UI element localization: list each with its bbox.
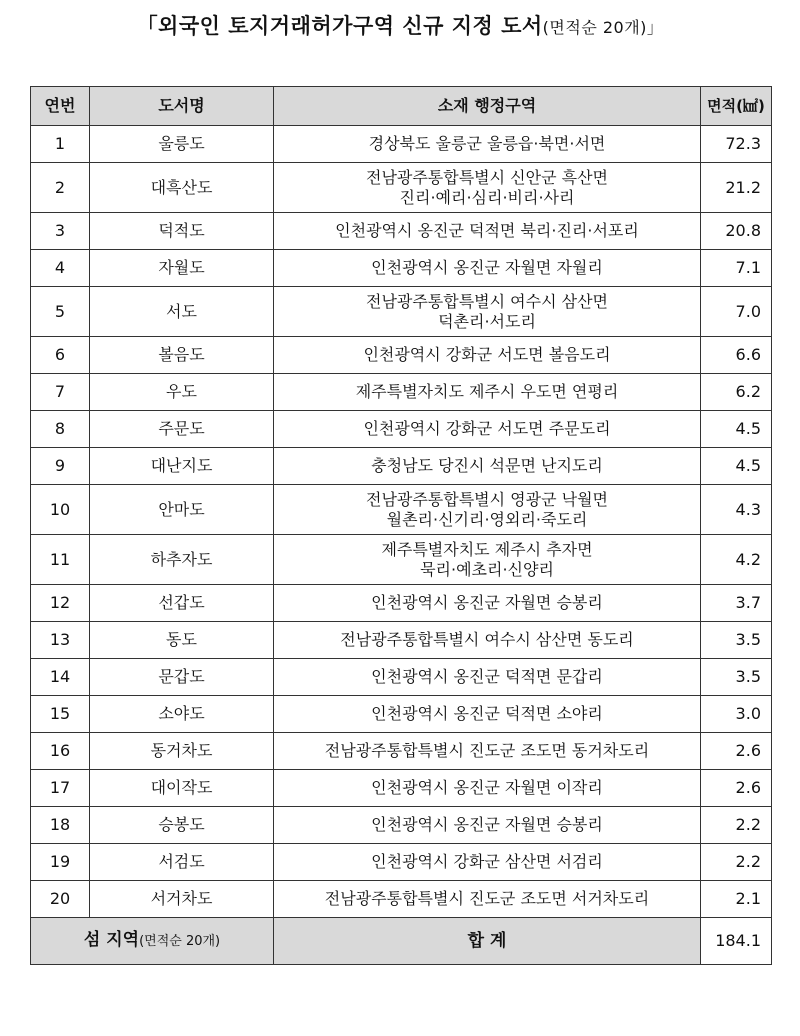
row-area: 4.3 xyxy=(701,485,772,535)
footer-row xyxy=(31,918,772,965)
row-location xyxy=(274,250,701,287)
location-line-1: 전남광주통합특별시 여수시 삼산면 xyxy=(365,291,608,311)
row-location xyxy=(274,807,701,844)
row-no: 4 xyxy=(31,250,90,287)
table-row xyxy=(31,844,772,881)
row-no: 16 xyxy=(31,733,90,770)
row-island-name: 서거차도 xyxy=(90,881,274,918)
row-location xyxy=(274,881,701,918)
footer-total-label: 합 계 xyxy=(274,918,701,965)
row-location xyxy=(274,287,701,337)
table-row xyxy=(31,448,772,485)
row-area: 3.0 xyxy=(701,696,772,733)
row-island-name: 하추자도 xyxy=(90,535,274,585)
row-location xyxy=(274,163,701,213)
row-area: 2.2 xyxy=(701,844,772,881)
row-no: 8 xyxy=(31,411,90,448)
row-no: 19 xyxy=(31,844,90,881)
location-line-1: 인천광역시 옹진군 자월면 이작리 xyxy=(371,778,603,797)
location-line-2: 덕촌리·서도리 xyxy=(438,311,536,331)
location-line-1: 전남광주통합특별시 진도군 조도면 동거차도리 xyxy=(324,741,650,760)
location-line-1: 제주특별자치도 제주시 추자면 xyxy=(381,539,593,559)
location-line-1: 제주특별자치도 제주시 우도면 연평리 xyxy=(355,382,619,401)
row-area: 6.2 xyxy=(701,374,772,411)
island-table xyxy=(30,86,772,965)
row-location xyxy=(274,696,701,733)
row-area: 7.0 xyxy=(701,287,772,337)
location-line-1: 전남광주통합특별시 영광군 낙월면 xyxy=(365,489,608,509)
row-location xyxy=(274,585,701,622)
location-line-1: 인천광역시 강화군 서도면 주문도리 xyxy=(363,419,611,438)
row-location xyxy=(274,485,701,535)
row-no: 6 xyxy=(31,337,90,374)
row-no: 11 xyxy=(31,535,90,585)
row-location xyxy=(274,374,701,411)
location-line-1: 전남광주통합특별시 여수시 삼산면 동도리 xyxy=(340,630,634,649)
row-island-name: 주문도 xyxy=(90,411,274,448)
table-row xyxy=(31,287,772,337)
row-island-name: 볼음도 xyxy=(90,337,274,374)
location-line-1: 전남광주통합특별시 신안군 흑산면 xyxy=(365,167,608,187)
footer-label-main: 섬 지역 xyxy=(83,930,140,950)
row-no: 9 xyxy=(31,448,90,485)
table-row xyxy=(31,733,772,770)
table-row xyxy=(31,411,772,448)
row-area: 21.2 xyxy=(701,163,772,213)
table-row xyxy=(31,126,772,163)
title-main: 「외국인 토지거래허가구역 신규 지정 도서 xyxy=(136,14,543,38)
row-no: 10 xyxy=(31,485,90,535)
table-row xyxy=(31,374,772,411)
row-no: 13 xyxy=(31,622,90,659)
row-location xyxy=(274,844,701,881)
header-location: 소재 행정구역 xyxy=(274,87,701,126)
footer-label-sub: (면적순 20개) xyxy=(139,934,221,949)
row-location xyxy=(274,535,701,585)
footer-total-value: 184.1 xyxy=(701,918,772,965)
row-area: 3.5 xyxy=(701,659,772,696)
row-area: 72.3 xyxy=(701,126,772,163)
location-line-1: 경상북도 울릉군 울릉읍·북면·서면 xyxy=(368,134,606,153)
row-location xyxy=(274,733,701,770)
row-island-name: 문갑도 xyxy=(90,659,274,696)
row-island-name: 대흑산도 xyxy=(90,163,274,213)
row-no: 1 xyxy=(31,126,90,163)
location-line-1: 인천광역시 옹진군 덕적면 문갑리 xyxy=(371,667,603,686)
row-area: 3.7 xyxy=(701,585,772,622)
document-title xyxy=(0,10,800,40)
row-island-name: 승봉도 xyxy=(90,807,274,844)
location-line-1: 인천광역시 옹진군 자월면 승봉리 xyxy=(371,593,603,612)
row-area: 6.6 xyxy=(701,337,772,374)
row-island-name: 서도 xyxy=(90,287,274,337)
row-island-name: 안마도 xyxy=(90,485,274,535)
row-location xyxy=(274,411,701,448)
row-island-name: 서검도 xyxy=(90,844,274,881)
row-area: 3.5 xyxy=(701,622,772,659)
row-no: 7 xyxy=(31,374,90,411)
location-line-1: 인천광역시 옹진군 자월면 승봉리 xyxy=(371,815,603,834)
location-line-1: 전남광주통합특별시 진도군 조도면 서거차도리 xyxy=(324,889,650,908)
table-row xyxy=(31,622,772,659)
table-row xyxy=(31,485,772,535)
row-no: 12 xyxy=(31,585,90,622)
row-island-name: 자월도 xyxy=(90,250,274,287)
location-line-2: 묵리·예초리·신양리 xyxy=(420,559,554,579)
row-island-name: 동도 xyxy=(90,622,274,659)
row-no: 17 xyxy=(31,770,90,807)
row-location xyxy=(274,622,701,659)
row-no: 14 xyxy=(31,659,90,696)
row-no: 3 xyxy=(31,213,90,250)
footer-label xyxy=(31,918,274,965)
row-island-name: 대이작도 xyxy=(90,770,274,807)
location-line-2: 월촌리·신기리·영외리·죽도리 xyxy=(386,509,588,529)
table-row xyxy=(31,250,772,287)
row-island-name: 선갑도 xyxy=(90,585,274,622)
table-row xyxy=(31,807,772,844)
table-row xyxy=(31,770,772,807)
title-sub: (면적순 20개)」 xyxy=(542,18,664,37)
location-line-2: 진리·예리·심리·비리·사리 xyxy=(399,187,575,207)
row-area: 2.6 xyxy=(701,733,772,770)
table-row xyxy=(31,881,772,918)
row-location xyxy=(274,770,701,807)
row-area: 2.2 xyxy=(701,807,772,844)
row-no: 2 xyxy=(31,163,90,213)
row-location xyxy=(274,659,701,696)
row-no: 15 xyxy=(31,696,90,733)
location-line-1: 인천광역시 강화군 서도면 볼음도리 xyxy=(363,345,611,364)
location-line-1: 인천광역시 강화군 삼산면 서검리 xyxy=(371,852,603,871)
location-line-1: 인천광역시 옹진군 덕적면 북리·진리·서포리 xyxy=(335,221,639,240)
header-no: 연번 xyxy=(31,87,90,126)
row-area: 4.5 xyxy=(701,448,772,485)
row-no: 18 xyxy=(31,807,90,844)
table-row xyxy=(31,535,772,585)
location-line-1: 인천광역시 옹진군 자월면 자월리 xyxy=(371,258,603,277)
row-area: 4.5 xyxy=(701,411,772,448)
row-island-name: 덕적도 xyxy=(90,213,274,250)
location-line-1: 인천광역시 옹진군 덕적면 소야리 xyxy=(371,704,603,723)
row-island-name: 소야도 xyxy=(90,696,274,733)
row-area: 20.8 xyxy=(701,213,772,250)
row-no: 5 xyxy=(31,287,90,337)
header-name: 도서명 xyxy=(90,87,274,126)
row-area: 2.6 xyxy=(701,770,772,807)
row-island-name: 울릉도 xyxy=(90,126,274,163)
table-row xyxy=(31,213,772,250)
row-location xyxy=(274,213,701,250)
header-area: 면적(㎢) xyxy=(701,87,772,126)
row-area: 4.2 xyxy=(701,535,772,585)
header-row xyxy=(31,87,772,126)
row-island-name: 우도 xyxy=(90,374,274,411)
table-row xyxy=(31,163,772,213)
row-location xyxy=(274,337,701,374)
table-row xyxy=(31,337,772,374)
row-area: 2.1 xyxy=(701,881,772,918)
row-location xyxy=(274,126,701,163)
row-no: 20 xyxy=(31,881,90,918)
table-row xyxy=(31,585,772,622)
table-row xyxy=(31,659,772,696)
row-island-name: 동거차도 xyxy=(90,733,274,770)
row-island-name: 대난지도 xyxy=(90,448,274,485)
row-location xyxy=(274,448,701,485)
table-row xyxy=(31,696,772,733)
location-line-1: 충청남도 당진시 석문면 난지도리 xyxy=(371,456,603,475)
row-area: 7.1 xyxy=(701,250,772,287)
